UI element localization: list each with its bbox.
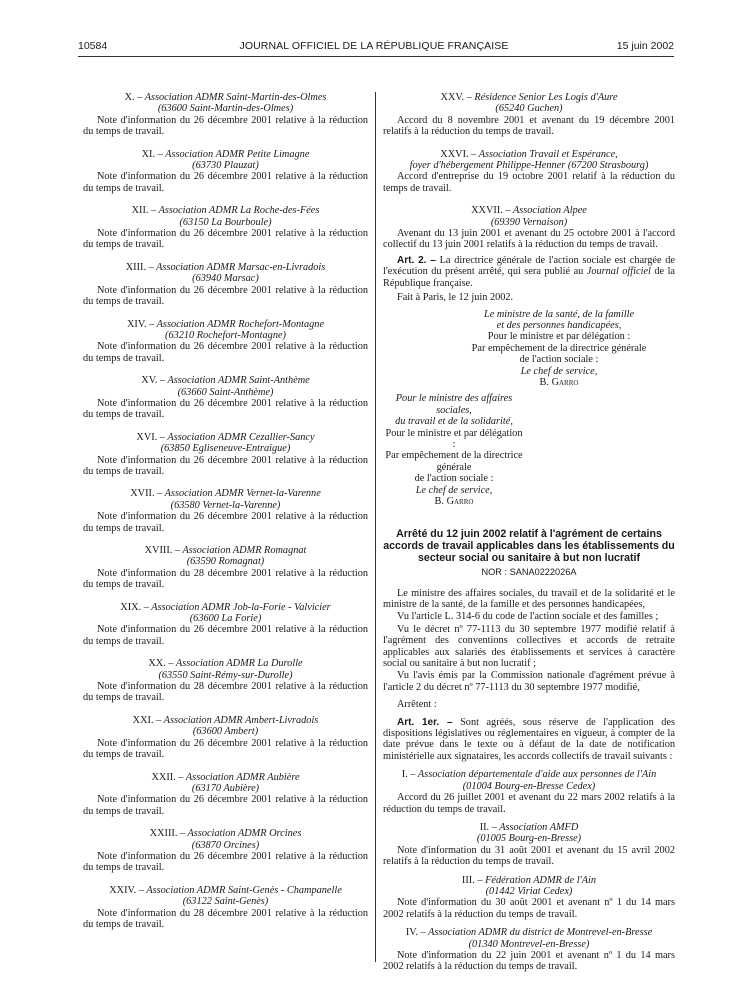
- entry-text: Avenant du 13 juin 2001 et avenant du 25 octobre 2001 à l'accord collectif du 13 juin 2001 relatifs à la réduction du temps de travail.: [383, 228, 675, 251]
- entry-heading: [83, 319, 368, 330]
- issue-date: 15 juin 2002: [616, 40, 674, 52]
- list-item: [383, 822, 675, 868]
- entry-name: Résidence Senior Les Logis d'Aure: [474, 92, 618, 103]
- entry-text: Accord du 8 novembre 2001 et avenant du 19 décembre 2001 relatifs à la réduction du temps de travail.: [383, 114, 675, 138]
- entry-name: Association ADMR du district de Montrevel-en-Bresse: [428, 927, 653, 939]
- entry-address: (01004 Bourg-en-Bresse Cedex): [462, 780, 596, 792]
- list-item: [83, 92, 368, 138]
- entry-text: Note d'information du 26 décembre 2001 relative à la réduction du temps de travail.: [83, 341, 368, 364]
- entry-name: Association ADMR Aubière: [185, 771, 300, 783]
- entry-address: (63600 La Forie): [189, 613, 262, 625]
- entry-name: Association ADMR Saint-Anthème: [167, 375, 310, 387]
- entry-name: Association ADMR Marsac-en-Livradois: [156, 261, 326, 273]
- entry-heading: [383, 92, 675, 103]
- entry-heading: [83, 488, 368, 499]
- entry-heading: [83, 828, 368, 839]
- entry-name: Association ADMR Cezallier-Sancy: [167, 431, 315, 443]
- signature-line: Par empêchement de la directrice générale: [471, 342, 647, 354]
- entry-number: X. –: [124, 92, 143, 103]
- entry-name: Association Alpee: [512, 205, 587, 217]
- signature-line: [443, 309, 675, 320]
- entry-heading: [83, 772, 368, 783]
- entry-name: Association ADMR Vernet-la-Varenne: [164, 488, 321, 500]
- list-item: [83, 262, 368, 308]
- page-header: [0, 40, 748, 60]
- article-label: Art. 2. –: [397, 254, 436, 266]
- entry-heading: [83, 149, 368, 160]
- entry-heading: [383, 149, 675, 160]
- list-item: [83, 488, 368, 534]
- list-item: [83, 375, 368, 421]
- list-item: [383, 205, 675, 251]
- signature-line: [383, 416, 525, 427]
- signature-line: [383, 393, 525, 416]
- list-item: [83, 149, 368, 195]
- entry-number: XXIV. –: [109, 884, 144, 896]
- list-item: [83, 828, 368, 874]
- entry-address: (63170 Aubière): [191, 782, 260, 794]
- entry-text: Note d'information du 26 décembre 2001 relative à la réduction du temps de travail.: [83, 454, 368, 477]
- entry-heading: [383, 769, 675, 780]
- entry-address: (63660 Saint-Anthème): [177, 386, 274, 398]
- entry-number: XXVI. –: [440, 148, 477, 160]
- entry-text: Note d'information du 26 décembre 2001 relative à la réduction du temps de travail.: [83, 624, 368, 647]
- entry-name: Association départementale d'aide aux personnes de l'Ain: [417, 769, 657, 781]
- list-item: [83, 545, 368, 591]
- entry-address: (01005 Bourg-en-Bresse): [476, 833, 582, 845]
- arrete-title: Arrêté du 12 juin 2002 relatif à l'agrément de certains accords de travail applicables dans les établissements du secteur social ou sanitaire à but non lucratif: [383, 528, 675, 564]
- entry-address: (69390 Vernaison): [490, 216, 568, 228]
- signature-line: [443, 320, 675, 331]
- signature-role: et des personnes handicapées,: [496, 319, 622, 331]
- entry-text: Note d'information du 28 décembre 2001 relative à la réduction du temps de travail.: [83, 567, 368, 591]
- signature-block-health: [443, 309, 675, 389]
- entry-number: I. –: [401, 769, 416, 781]
- list-item: [83, 715, 368, 761]
- entry-address: (63600 Saint-Martin-des-Olmes): [157, 103, 294, 115]
- entry-address: foyer d'hébergement Philippe-Henner (67200 Strasbourg): [409, 160, 649, 172]
- entry-heading: [383, 205, 675, 216]
- signatory-name: B. Garro: [434, 496, 474, 507]
- entry-address: (63580 Vernet-la-Varenne): [170, 499, 281, 511]
- entry-name: Association ADMR La Roche-des-Fées: [158, 205, 320, 217]
- entry-text: Note d'information du 26 décembre 2001 relative à la réduction du temps de travail.: [83, 228, 368, 251]
- entry-address: (65240 Guchen): [495, 103, 563, 115]
- list-item: [83, 319, 368, 365]
- entry-number: XIII. –: [125, 261, 154, 273]
- entry-address: (63550 Saint-Rémy-sur-Durolle): [158, 669, 293, 681]
- entry-name: Association ADMR Ambert-Livradois: [163, 714, 319, 726]
- article-1: [383, 717, 675, 763]
- entry-address: (63850 Egliseneuve-Entraigue): [160, 443, 291, 455]
- entry-number: XIX. –: [120, 601, 149, 613]
- entry-number: XVII. –: [130, 488, 163, 500]
- entry-heading: [83, 262, 368, 273]
- entry-address: (63870 Orcines): [191, 839, 260, 851]
- entry-name: Association ADMR Orcines: [187, 828, 302, 840]
- entry-name: Association ADMR La Durolle: [175, 658, 303, 670]
- entry-number: XVI. –: [136, 431, 166, 443]
- entry-address: (63210 Rochefort-Montagne): [165, 329, 286, 341]
- entry-address: (01340 Montrevel-en-Bresse): [468, 938, 590, 950]
- signature-role: Le chef de service,: [520, 365, 598, 377]
- signature-block-social: [383, 393, 525, 507]
- entry-name: Association ADMR Saint-Martin-des-Olmes: [144, 92, 327, 103]
- entry-text: Note d'information du 26 décembre 2001 relative à la réduction du temps de travail.: [83, 397, 368, 421]
- entry-number: XVIII. –: [144, 545, 181, 556]
- signature-line: [383, 485, 525, 496]
- signature-line: Pour le ministre et par délégation :: [487, 331, 631, 343]
- article-label: Art. 1er. –: [397, 716, 453, 728]
- entry-text: Note d'information du 26 décembre 2001 relative à la réduction du temps de travail.: [83, 511, 368, 534]
- entry-name: Association ADMR Job-la-Forie - Valvicier: [151, 601, 331, 613]
- entry-text: Note d'information du 26 décembre 2001 relative à la réduction du temps de travail.: [83, 171, 368, 194]
- article-text: La directrice générale de l'action sociale est chargée de l'exécution du présent arrêté, qui sera publié au: [383, 254, 675, 278]
- entry-address: (63600 Ambert): [192, 726, 259, 738]
- entry-text: Note d'information du 22 juin 2001 et avenant nº 1 du 14 mars 2002 relatifs à la réduction du temps de travail.: [383, 949, 675, 973]
- entry-heading: [83, 205, 368, 216]
- journal-name: Journal officiel: [586, 266, 651, 278]
- list-item: [83, 205, 368, 251]
- nor-reference: NOR : SANA0222026A: [481, 567, 577, 578]
- signature-line: de l'action sociale :: [519, 354, 599, 366]
- entry-number: XV. –: [141, 375, 166, 387]
- entry-number: XXII. –: [151, 771, 184, 783]
- arretent: Arrêtent :: [397, 699, 437, 711]
- signature-role: Pour le ministre des affaires sociales,: [395, 393, 513, 416]
- list-item: [383, 769, 675, 815]
- entry-number: XXI. –: [132, 714, 162, 726]
- entry-heading: [83, 375, 368, 386]
- entry-text: Note d'information du 26 décembre 2001 relative à la réduction du temps de travail.: [83, 114, 368, 138]
- list-item: [83, 602, 368, 648]
- entry-number: XIV. –: [126, 318, 155, 330]
- entry-heading: [83, 602, 368, 613]
- entry-number: XXVII. –: [471, 205, 511, 217]
- list-item: [383, 149, 675, 195]
- entry-address: (63730 Plauzat): [192, 160, 259, 172]
- preamble-paragraph: Le ministre des affaires sociales, du travail et de la solidarité et le ministre de la santé, de la famille et des personnes handicapées,: [383, 587, 675, 610]
- entry-text: Note d'information du 30 août 2001 et avenant nº 1 du 14 mars 2002 relatifs à la réduction du temps de travail.: [383, 897, 675, 920]
- preamble-paragraph: Vu l'article L. 314-6 du code de l'action sociale et des familles ;: [397, 611, 659, 623]
- entry-number: III. –: [461, 874, 483, 886]
- entry-heading: [383, 927, 675, 938]
- entry-name: Association Travail et Espérance,: [478, 148, 618, 160]
- article-text-end: de la République française.: [383, 266, 675, 289]
- entry-heading: [383, 875, 675, 886]
- entry-text: Note d'information du 26 décembre 2001 relative à la réduction du temps de travail.: [83, 284, 368, 308]
- entry-number: XI. –: [141, 148, 163, 160]
- signatory-name: B. Garro: [539, 376, 579, 388]
- entry-heading: [83, 715, 368, 726]
- list-item: [383, 92, 675, 138]
- entry-heading: [383, 822, 675, 833]
- preamble-paragraph: Vu l'avis émis par la Commission nationale d'agrément prévue à l'article 2 du décret nº 77-1113 du 30 septembre 1977 modifié,: [383, 670, 675, 693]
- entry-number: XX. –: [148, 658, 174, 670]
- entry-number: XXV. –: [440, 92, 472, 103]
- signature-line: Pour le ministre et par délégation :: [385, 427, 523, 450]
- left-column: [83, 92, 368, 941]
- entry-name: Association ADMR Saint-Genès - Champanelle: [146, 884, 342, 896]
- list-item: [383, 875, 675, 921]
- entry-number: XXIII. –: [149, 828, 186, 840]
- entry-text: Note d'information du 28 décembre 2001 relative à la réduction du temps de travail.: [83, 681, 368, 704]
- column-divider: [375, 92, 376, 962]
- entry-text: Note d'information du 26 décembre 2001 relative à la réduction du temps de travail.: [83, 794, 368, 817]
- page-number: 10584: [78, 40, 108, 52]
- signature-role: Le ministre de la santé, de la famille: [483, 308, 635, 320]
- entry-number: XII. –: [131, 205, 157, 217]
- list-item: [83, 432, 368, 478]
- entry-name: Association ADMR Rochefort-Montagne: [156, 318, 325, 330]
- entry-text: Note d'information du 31 août 2001 et avenant du 15 avril 2002 relatifs à la réduction du temps de travail.: [383, 844, 675, 868]
- list-item: [83, 658, 368, 704]
- entry-text: Accord d'entreprise du 19 octobre 2001 relatif à la réduction du temps de travail.: [383, 171, 675, 194]
- entry-name: Fédération ADMR de l'Ain: [485, 874, 597, 886]
- entry-name: Association ADMR Romagnat: [182, 545, 307, 556]
- entry-address: (63150 La Bourboule): [179, 216, 272, 228]
- entry-heading: [83, 92, 368, 103]
- entry-text: Note d'information du 28 décembre 2001 relative à la réduction du temps de travail.: [83, 907, 368, 930]
- entry-address: (63122 Saint-Genès): [182, 896, 269, 908]
- entry-number: IV. –: [405, 927, 426, 939]
- signature-role: Le chef de service,: [415, 484, 493, 496]
- signature-line: [443, 366, 675, 377]
- list-item: [383, 927, 675, 973]
- header-rule: [78, 56, 674, 57]
- entry-text: Note d'information du 26 décembre 2001 relative à la réduction du temps de travail.: [83, 850, 368, 874]
- preamble-paragraph: Vu le décret nº 77-1113 du 30 septembre 1977 modifié relatif à l'agrément des conventions collectives et accords de retraite applicables aux salariés des établissements et services à caractère social ou sanitaire à but non lucratif ;: [383, 623, 675, 670]
- article-text: Sont agréés, sous réserve de l'application des dispositions législatives ou réglementaires en vigueur, à compter de la date prévue dans le texte ou à défaut de la date de notification ministérielle aux signataires, les accords collectifs de travail suivants :: [383, 716, 675, 762]
- right-column: [383, 92, 675, 973]
- article-2: [383, 255, 675, 289]
- entry-address: (01442 Viriat Cedex): [485, 885, 573, 897]
- done-at: Fait à Paris, le 12 juin 2002.: [397, 292, 514, 304]
- list-item: [83, 772, 368, 818]
- entry-number: II. –: [479, 821, 497, 833]
- entry-heading: [83, 885, 368, 896]
- journal-title: JOURNAL OFFICIEL DE LA RÉPUBLIQUE FRANÇAISE: [239, 40, 509, 52]
- entry-name: Association AMFD: [499, 821, 579, 833]
- signature-line: de l'action sociale :: [414, 473, 494, 485]
- entry-address: (63940 Marsac): [192, 273, 259, 285]
- signature-role: du travail et de la solidarité,: [395, 416, 513, 428]
- entry-heading: [83, 545, 368, 556]
- entry-text: Note d'information du 26 décembre 2001 relative à la réduction du temps de travail.: [83, 737, 368, 761]
- entry-heading: [83, 432, 368, 443]
- entry-address: (63590 Romagnat): [186, 556, 265, 568]
- signature-line: Par empêchement de la directrice générale: [385, 450, 523, 473]
- entry-heading: [83, 658, 368, 669]
- list-item: [83, 885, 368, 931]
- entry-name: Association ADMR Petite Limagne: [165, 148, 310, 160]
- entry-text: Accord du 26 juillet 2001 et avenant du 22 mars 2002 relatifs à la réduction du temps de travail.: [383, 792, 675, 815]
